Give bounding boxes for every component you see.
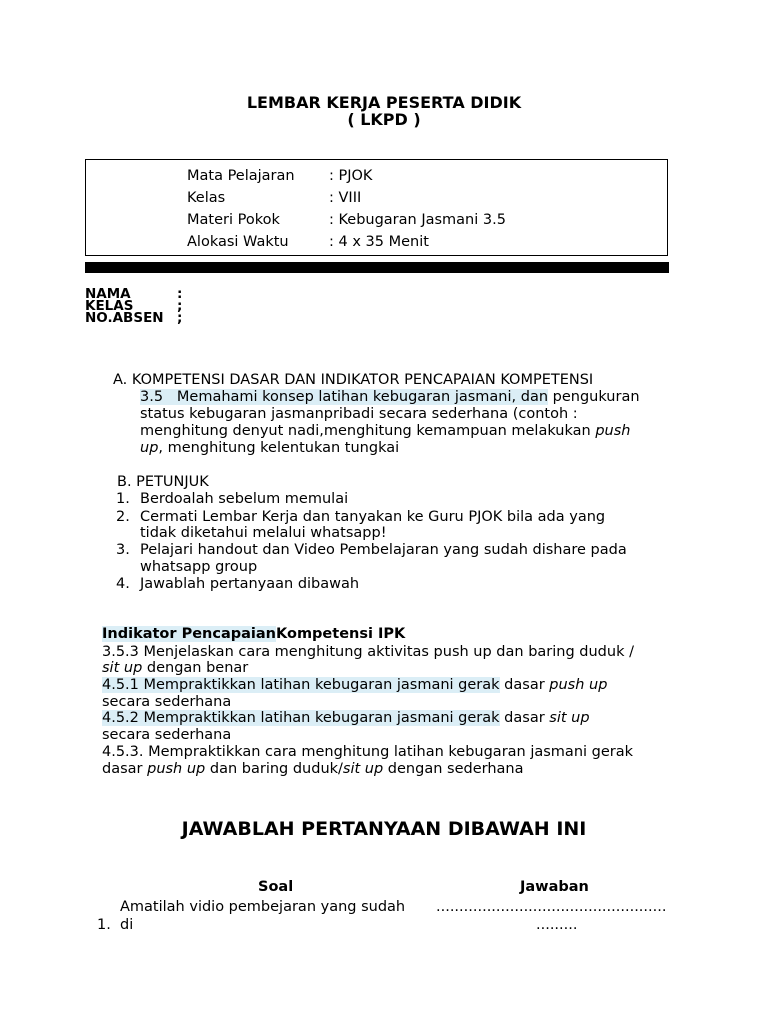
list-item: Jawablah pertanyaan dibawah [140, 576, 360, 592]
list-item: Pelajari handout dan Video Pembelajaran yang sudah dishare pada [140, 542, 627, 558]
list-item-cont: whatsapp group [140, 559, 258, 575]
list-item-cont: tidak diketahui melalui whatsapp! [140, 525, 387, 541]
question-1-number: 1. [97, 917, 111, 933]
ipk-heading-rest: Kompetensi IPK [276, 626, 406, 642]
info-box [85, 159, 668, 256]
divider-bar [85, 262, 669, 273]
ipk-item-1-cont [102, 660, 248, 677]
answer-1-field-cont[interactable]: ......... [536, 917, 578, 933]
kd-text-rest: pengukuran [548, 389, 640, 405]
info-label: Kelas [187, 190, 226, 206]
questions-title: JAWABLAH PERTANYAAN DIBAWAH INI [181, 818, 587, 840]
ipk-item-3-cont: secara sederhana [102, 727, 232, 743]
info-label: Mata Pelajaran [187, 168, 295, 184]
ipk-italic: sit up [102, 660, 143, 676]
list-number: 2. [116, 509, 130, 525]
info-label: Materi Pokok [187, 212, 280, 228]
section-a-heading: A. KOMPETENSI DASAR DAN INDIKATOR PENCAPAIAN KOMPETENSI [113, 372, 594, 388]
question-1-text: Amatilah vidio pembejaran yang sudah [120, 899, 406, 915]
info-value: : 4 x 35 Menit [329, 234, 429, 250]
info-row-subject [187, 167, 372, 185]
list-item: Cermati Lembar Kerja dan tanyakan ke Guru PJOK bila ada yang [140, 509, 606, 525]
list-number: 3. [116, 542, 130, 558]
section-a-line-4 [140, 440, 399, 457]
info-value: : Kebugaran Jasmani 3.5 [329, 212, 506, 228]
kd-text: , menghitung kelentukan tungkai [158, 440, 400, 456]
info-row-topic [187, 211, 506, 229]
section-a-line-2: status kebugaran jasmanpribadi secara sederhana (contoh : [140, 406, 578, 422]
ipk-italic: sit up [342, 761, 384, 777]
ipk-text: dengan benar [142, 660, 249, 676]
ipk-text: dasar [102, 761, 148, 777]
ipk-text: dasar [499, 677, 550, 693]
info-value: : PJOK [329, 168, 373, 184]
column-header-jawaban: Jawaban [520, 879, 589, 895]
list-number: 1. [116, 491, 130, 507]
list-item: Berdoalah sebelum memulai [140, 491, 349, 507]
ipk-item-2-cont: secara sederhana [102, 694, 232, 710]
column-header-soal: Soal [258, 879, 294, 895]
ipk-heading-highlight: Indikator Pencapaian [102, 626, 276, 642]
info-label: Alokasi Waktu [187, 234, 289, 250]
ipk-item-3 [102, 710, 590, 727]
info-row-class [187, 189, 361, 207]
kd-italic: push [595, 423, 631, 439]
ipk-item-2 [102, 677, 607, 694]
ipk-item-1: 3.5.3 Menjelaskan cara menghitung aktivitas push up dan baring duduk / [102, 644, 634, 660]
identity-number [85, 312, 182, 325]
page-subtitle: ( LKPD ) [347, 110, 421, 129]
ipk-item-4: 4.5.3. Mempraktikkan cara menghitung latihan kebugaran jasmani gerak [102, 744, 634, 760]
section-a-line-1 [140, 389, 640, 406]
ipk-text: dan baring duduk/ [205, 761, 343, 777]
info-value: : VIII [329, 190, 362, 206]
kd-text-highlight: Memahami konsep latihan kebugaran jasmani, dan [176, 389, 549, 405]
identity-label: KELAS [85, 298, 134, 314]
ipk-highlight: 4.5.2 Mempraktikkan latihan kebugaran jasmani gerak [102, 710, 500, 726]
answer-1-field[interactable]: .................................................. [436, 899, 667, 915]
ipk-text: dengan sederhana [383, 761, 524, 777]
identity-label: NAMA [85, 286, 131, 302]
kd-italic: up [140, 440, 159, 456]
info-row-time [187, 233, 429, 251]
ipk-item-4-cont [102, 761, 523, 778]
page-title: LEMBAR KERJA PESERTA DIDIK [246, 93, 522, 112]
ipk-text: dasar [499, 710, 550, 726]
section-a-line-3 [140, 423, 630, 440]
kd-number: 3.5 [140, 389, 164, 405]
kd-text: menghitung denyut nadi,menghitung kemampuan melakukan [140, 423, 596, 439]
identity-colon: ; [177, 310, 183, 326]
ipk-italic: push up [549, 677, 608, 693]
ipk-italic: push up [147, 761, 206, 777]
question-1-text-cont: di [120, 917, 134, 933]
list-number: 4. [116, 576, 130, 592]
identity-colon: ; [177, 298, 183, 314]
section-b-heading: B. PETUNJUK [117, 474, 209, 490]
ipk-heading [102, 626, 405, 643]
identity-label: NO.ABSEN [85, 310, 164, 326]
ipk-highlight: 4.5.1 Mempraktikkan latihan kebugaran jasmani gerak [102, 677, 500, 693]
identity-colon: : [177, 286, 183, 302]
ipk-italic: sit up [549, 710, 590, 726]
